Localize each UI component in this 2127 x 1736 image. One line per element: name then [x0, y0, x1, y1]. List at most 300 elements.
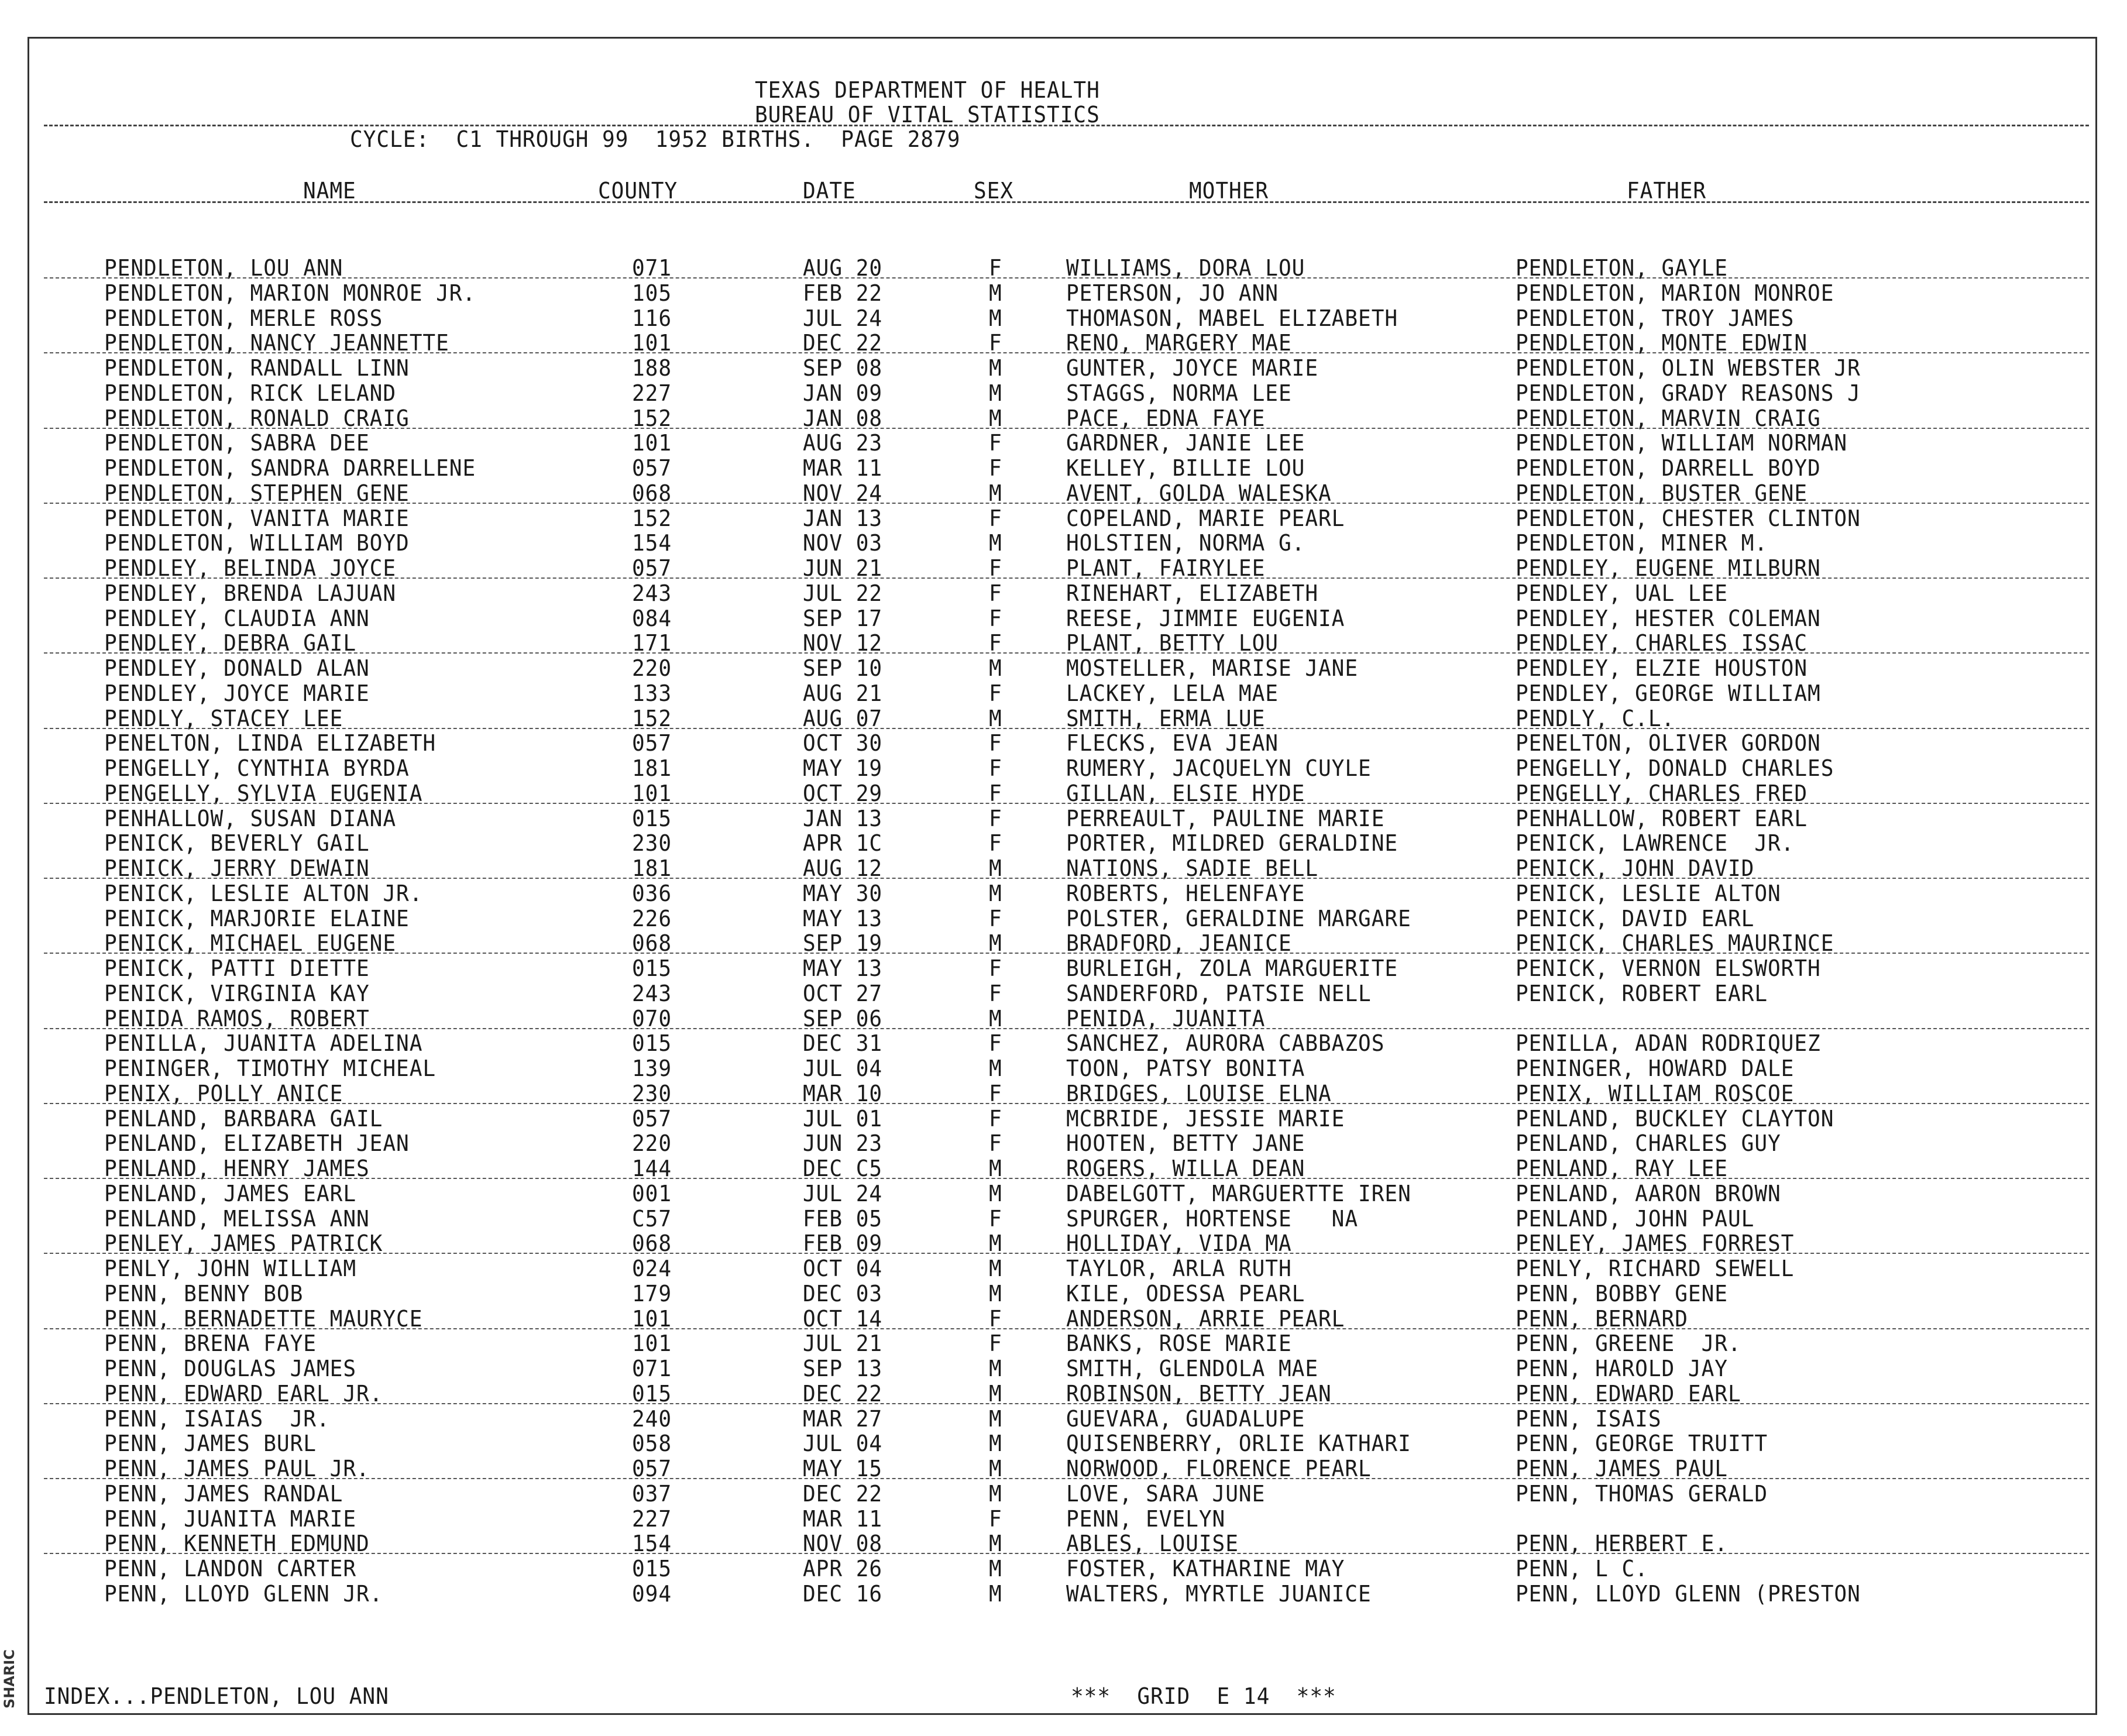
record-name: PENDLETON, STEPHEN GENE: [104, 480, 410, 506]
record-mother: SPURGER, HORTENSE NA: [1066, 1206, 1359, 1232]
record-name: PENICK, VIRGINIA KAY: [104, 981, 370, 1006]
record-county: C57: [632, 1206, 672, 1232]
record-mother: GUNTER, JOYCE MARIE: [1066, 355, 1319, 381]
record-mother: PORTER, MILDRED GERALDINE: [1066, 830, 1398, 856]
record-date: MAY 30: [803, 881, 883, 906]
record-name: PENN, BRENA FAYE: [104, 1331, 317, 1356]
record-date: NOV 24: [803, 480, 883, 506]
record-name: PENLAND, JAMES EARL: [104, 1181, 357, 1206]
record-father: PENLAND, CHARLES GUY: [1516, 1130, 1781, 1156]
record-father: PENGELLY, DONALD CHARLES: [1516, 755, 1834, 781]
record-mother: SMITH, ERMA LUE: [1066, 706, 1266, 731]
record-mother: AVENT, GOLDA WALESKA: [1066, 480, 1332, 506]
record-father: PENICK, CHARLES MAURINCE: [1516, 930, 1834, 956]
record-date: JUL 01: [803, 1106, 883, 1132]
record-father: PENDLETON, MARION MONROE: [1516, 280, 1834, 306]
record-date: DEC 22: [803, 1381, 883, 1407]
record-name: PENDLEY, CLAUDIA ANN: [104, 606, 370, 631]
record-sex: F: [989, 630, 1002, 656]
record-sex: F: [989, 906, 1002, 931]
record-father: PENDLETON, WILLIAM NORMAN: [1516, 430, 1848, 456]
record-name: PENILLA, JUANITA ADELINA: [104, 1030, 423, 1056]
record-mother: REESE, JIMMIE EUGENIA: [1066, 606, 1345, 631]
record-father: PENLAND, JOHN PAUL: [1516, 1206, 1755, 1232]
record-mother: NATIONS, SADIE BELL: [1066, 855, 1319, 881]
record-county: 133: [632, 680, 672, 706]
record-name: PENELTON, LINDA ELIZABETH: [104, 730, 437, 756]
record-date: SEP 13: [803, 1356, 883, 1381]
record-date: MAR 11: [803, 1506, 883, 1532]
record-mother: PERREAULT, PAULINE MARIE: [1066, 806, 1385, 831]
record-name: PENDLEY, DONALD ALAN: [104, 655, 370, 681]
record-name: PENGELLY, CYNTHIA BYRDA: [104, 755, 410, 781]
record-date: NOV 12: [803, 630, 883, 656]
column-header-mother: MOTHER: [1189, 178, 1269, 204]
record-mother: NORWOOD, FLORENCE PEARL: [1066, 1456, 1372, 1481]
record-county: 152: [632, 405, 672, 431]
record-sex: M: [989, 480, 1002, 506]
record-county: 057: [632, 455, 672, 481]
record-name: PENICK, MICHAEL EUGENE: [104, 930, 397, 956]
record-date: SEP 06: [803, 1006, 883, 1032]
record-mother: GARDNER, JANIE LEE: [1066, 430, 1305, 456]
record-sex: M: [989, 1181, 1002, 1206]
record-date: MAY 13: [803, 955, 883, 981]
record-date: APR 1C: [803, 830, 883, 856]
record-sex: F: [989, 1306, 1002, 1332]
record-father: PENLEY, JAMES FORREST: [1516, 1230, 1795, 1256]
column-header-father: FATHER: [1627, 178, 1707, 204]
record-sex: F: [989, 1106, 1002, 1132]
record-sex: M: [989, 1456, 1002, 1481]
record-county: 181: [632, 755, 672, 781]
record-date: AUG 07: [803, 706, 883, 731]
record-mother: PLANT, BETTY LOU: [1066, 630, 1279, 656]
record-county: 015: [632, 955, 672, 981]
record-date: JAN 13: [803, 506, 883, 531]
record-mother: ANDERSON, ARRIE PEARL: [1066, 1306, 1345, 1332]
record-county: 101: [632, 781, 672, 806]
record-name: PENDLETON, SANDRA DARRELLENE: [104, 455, 476, 481]
record-date: JAN 09: [803, 380, 883, 406]
record-father: PENLAND, RAY LEE: [1516, 1156, 1728, 1181]
row-separator: [44, 1478, 2089, 1479]
record-county: 227: [632, 1506, 672, 1532]
record-date: JUL 24: [803, 1181, 883, 1206]
record-father: PENN, GREENE JR.: [1516, 1331, 1741, 1356]
record-county: 015: [632, 1030, 672, 1056]
record-father: PENN, GEORGE TRUITT: [1516, 1431, 1768, 1456]
record-father: PENDLEY, HESTER COLEMAN: [1516, 606, 1821, 631]
record-date: DEC 22: [803, 1481, 883, 1507]
record-sex: F: [989, 730, 1002, 756]
record-county: 070: [632, 1006, 672, 1032]
record-mother: LOVE, SARA JUNE: [1066, 1481, 1266, 1507]
record-name: PENN, LANDON CARTER: [104, 1556, 357, 1582]
record-county: 068: [632, 930, 672, 956]
record-county: 015: [632, 1556, 672, 1582]
record-county: 181: [632, 855, 672, 881]
record-father: PENDLETON, MARVIN CRAIG: [1516, 405, 1821, 431]
record-sex: F: [989, 1081, 1002, 1106]
record-sex: M: [989, 855, 1002, 881]
record-name: PENDLETON, RONALD CRAIG: [104, 405, 410, 431]
record-date: JUN 21: [803, 555, 883, 581]
record-name: PENICK, PATTI DIETTE: [104, 955, 370, 981]
record-father: PENLY, RICHARD SEWELL: [1516, 1256, 1795, 1281]
record-mother: BRADFORD, JEANICE: [1066, 930, 1292, 956]
record-father: PENDLETON, GRADY REASONS J: [1516, 380, 1861, 406]
row-separator: [44, 728, 2089, 729]
record-county: 220: [632, 655, 672, 681]
record-sex: M: [989, 1406, 1002, 1432]
record-name: PENLAND, MELISSA ANN: [104, 1206, 370, 1232]
record-name: PENN, JUANITA MARIE: [104, 1506, 357, 1532]
record-name: PENN, LLOYD GLENN JR.: [104, 1581, 383, 1607]
record-mother: FLECKS, EVA JEAN: [1066, 730, 1279, 756]
record-mother: ROBERTS, HELENFAYE: [1066, 881, 1305, 906]
record-name: PENN, ISAIAS JR.: [104, 1406, 330, 1432]
record-name: PENN, KENNETH EDMUND: [104, 1531, 370, 1556]
record-county: 057: [632, 730, 672, 756]
record-mother: STAGGS, NORMA LEE: [1066, 380, 1292, 406]
record-date: NOV 08: [803, 1531, 883, 1556]
record-mother: KELLEY, BILLIE LOU: [1066, 455, 1305, 481]
record-date: MAY 15: [803, 1456, 883, 1481]
record-father: PENDLY, C.L.: [1516, 706, 1675, 731]
record-date: AUG 23: [803, 430, 883, 456]
record-mother: WALTERS, MYRTLE JUANICE: [1066, 1581, 1372, 1607]
record-sex: M: [989, 405, 1002, 431]
record-sex: M: [989, 881, 1002, 906]
record-father: PENICK, DAVID EARL: [1516, 906, 1755, 931]
record-name: PENDLETON, RICK LELAND: [104, 380, 397, 406]
record-sex: M: [989, 1556, 1002, 1582]
record-father: PENDLETON, GAYLE: [1516, 255, 1728, 281]
record-sex: M: [989, 706, 1002, 731]
record-mother: BANKS, ROSE MARIE: [1066, 1331, 1292, 1356]
record-sex: M: [989, 530, 1002, 556]
header-rule-bottom: [44, 201, 2089, 203]
record-county: 243: [632, 981, 672, 1006]
record-county: 058: [632, 1431, 672, 1456]
record-name: PENIX, POLLY ANICE: [104, 1081, 343, 1106]
record-date: OCT 04: [803, 1256, 883, 1281]
record-mother: SMITH, GLENDOLA MAE: [1066, 1356, 1319, 1381]
record-name: PENHALLOW, SUSAN DIANA: [104, 806, 397, 831]
record-sex: M: [989, 1356, 1002, 1381]
record-name: PENN, BERNADETTE MAURYCE: [104, 1306, 423, 1332]
record-sex: M: [989, 1056, 1002, 1081]
record-county: 101: [632, 1306, 672, 1332]
record-father: PENDLEY, CHARLES ISSAC: [1516, 630, 1808, 656]
record-sex: F: [989, 781, 1002, 806]
record-county: 015: [632, 1381, 672, 1407]
record-date: FEB 22: [803, 280, 883, 306]
record-father: PENN, HERBERT E.: [1516, 1531, 1728, 1556]
record-name: PENICK, BEVERLY GAIL: [104, 830, 370, 856]
record-mother: ROGERS, WILLA DEAN: [1066, 1156, 1305, 1181]
record-mother: KILE, ODESSA PEARL: [1066, 1281, 1305, 1307]
record-date: MAR 11: [803, 455, 883, 481]
record-county: 068: [632, 1230, 672, 1256]
record-mother: BRIDGES, LOUISE ELNA: [1066, 1081, 1332, 1106]
record-mother: POLSTER, GERALDINE MARGARE: [1066, 906, 1411, 931]
footer-grid: *** GRID E 14 ***: [1071, 1683, 1336, 1709]
row-separator: [44, 1103, 2089, 1104]
record-county: 015: [632, 806, 672, 831]
record-sex: M: [989, 930, 1002, 956]
record-sex: F: [989, 955, 1002, 981]
record-date: JUN 23: [803, 1130, 883, 1156]
record-name: PENN, BENNY BOB: [104, 1281, 304, 1307]
record-county: 240: [632, 1406, 672, 1432]
record-name: PENICK, LESLIE ALTON JR.: [104, 881, 423, 906]
record-father: PENDLETON, BUSTER GENE: [1516, 480, 1808, 506]
row-separator: [44, 428, 2089, 429]
record-county: 068: [632, 480, 672, 506]
record-mother: PETERSON, JO ANN: [1066, 280, 1279, 306]
record-father: PENN, LLOYD GLENN (PRESTON: [1516, 1581, 1861, 1607]
record-sex: F: [989, 1206, 1002, 1232]
record-county: 057: [632, 1456, 672, 1481]
record-father: PENDLETON, OLIN WEBSTER JR: [1516, 355, 1861, 381]
record-mother: GUEVARA, GUADALUPE: [1066, 1406, 1305, 1432]
record-sex: M: [989, 380, 1002, 406]
record-sex: F: [989, 430, 1002, 456]
record-county: 101: [632, 430, 672, 456]
record-date: MAY 13: [803, 906, 883, 931]
record-county: 071: [632, 1356, 672, 1381]
record-sex: M: [989, 280, 1002, 306]
record-name: PENDLEY, DEBRA GAIL: [104, 630, 357, 656]
bureau-title: BUREAU OF VITAL STATISTICS: [755, 102, 1100, 128]
record-sex: F: [989, 606, 1002, 631]
record-father: PENN, ISAIS: [1516, 1406, 1662, 1432]
record-father: PENICK, VERNON ELSWORTH: [1516, 955, 1821, 981]
record-mother: MCBRIDE, JESSIE MARIE: [1066, 1106, 1345, 1132]
record-mother: FOSTER, KATHARINE MAY: [1066, 1556, 1345, 1582]
record-mother: TAYLOR, ARLA RUTH: [1066, 1256, 1292, 1281]
record-date: SEP 10: [803, 655, 883, 681]
record-father: PENICK, ROBERT EARL: [1516, 981, 1768, 1006]
record-county: 227: [632, 380, 672, 406]
record-sex: F: [989, 1130, 1002, 1156]
record-father: PENHALLOW, ROBERT EARL: [1516, 806, 1808, 831]
record-name: PENDLETON, RANDALL LINN: [104, 355, 410, 381]
column-header-county: COUNTY: [598, 178, 678, 204]
record-sex: F: [989, 330, 1002, 356]
record-sex: F: [989, 255, 1002, 281]
record-father: PENN, L C.: [1516, 1556, 1648, 1582]
record-mother: HOOTEN, BETTY JANE: [1066, 1130, 1305, 1156]
record-date: DEC 03: [803, 1281, 883, 1307]
record-date: SEP 19: [803, 930, 883, 956]
record-sex: F: [989, 1506, 1002, 1532]
footer-index: INDEX...PENDLETON, LOU ANN: [44, 1683, 389, 1709]
record-date: MAY 19: [803, 755, 883, 781]
record-date: JAN 08: [803, 405, 883, 431]
record-father: PENDLETON, MINER M.: [1516, 530, 1768, 556]
record-name: PENDLETON, MARION MONROE JR.: [104, 280, 476, 306]
record-father: PENN, EDWARD EARL: [1516, 1381, 1741, 1407]
record-date: SEP 17: [803, 606, 883, 631]
record-father: PENDLETON, CHESTER CLINTON: [1516, 506, 1861, 531]
record-mother: PENN, EVELYN: [1066, 1506, 1226, 1532]
record-county: 243: [632, 580, 672, 606]
record-date: JUL 24: [803, 305, 883, 331]
record-father: PENN, HAROLD JAY: [1516, 1356, 1728, 1381]
record-county: 188: [632, 355, 672, 381]
record-mother: GILLAN, ELSIE HYDE: [1066, 781, 1305, 806]
record-father: PENN, BERNARD: [1516, 1306, 1688, 1332]
row-separator: [44, 803, 2089, 804]
record-county: 001: [632, 1181, 672, 1206]
record-date: DEC 16: [803, 1581, 883, 1607]
record-sex: M: [989, 305, 1002, 331]
row-separator: [44, 577, 2089, 579]
row-separator: [44, 503, 2089, 504]
record-sex: F: [989, 580, 1002, 606]
record-father: PENLAND, AARON BROWN: [1516, 1181, 1781, 1206]
record-date: FEB 09: [803, 1230, 883, 1256]
record-mother: QUISENBERRY, ORLIE KATHARI: [1066, 1431, 1411, 1456]
record-date: DEC C5: [803, 1156, 883, 1181]
record-county: 152: [632, 706, 672, 731]
record-mother: MOSTELLER, MARISE JANE: [1066, 655, 1359, 681]
record-name: PENDLETON, LOU ANN: [104, 255, 343, 281]
row-separator: [44, 652, 2089, 654]
row-separator: [44, 1253, 2089, 1254]
row-separator: [44, 277, 2089, 279]
row-separator: [44, 352, 2089, 353]
record-sex: F: [989, 1030, 1002, 1056]
record-name: PENDLEY, BELINDA JOYCE: [104, 555, 397, 581]
record-father: PENDLETON, MONTE EDWIN: [1516, 330, 1808, 356]
record-date: APR 26: [803, 1556, 883, 1582]
record-county: 024: [632, 1256, 672, 1281]
record-name: PENLEY, JAMES PATRICK: [104, 1230, 383, 1256]
record-father: PENGELLY, CHARLES FRED: [1516, 781, 1808, 806]
record-county: 094: [632, 1581, 672, 1607]
record-sex: F: [989, 755, 1002, 781]
record-name: PENDLETON, VANITA MARIE: [104, 506, 410, 531]
record-father: PENN, JAMES PAUL: [1516, 1456, 1728, 1481]
record-date: AUG 20: [803, 255, 883, 281]
record-sex: F: [989, 1331, 1002, 1356]
record-county: 105: [632, 280, 672, 306]
record-date: DEC 22: [803, 330, 883, 356]
record-mother: PLANT, FAIRYLEE: [1066, 555, 1266, 581]
record-county: 179: [632, 1281, 672, 1307]
agency-title: TEXAS DEPARTMENT OF HEALTH: [755, 77, 1100, 103]
record-father: PENICK, LESLIE ALTON: [1516, 881, 1781, 906]
row-separator: [44, 1178, 2089, 1179]
record-name: PENDLETON, MERLE ROSS: [104, 305, 383, 331]
record-sex: F: [989, 680, 1002, 706]
record-county: 152: [632, 506, 672, 531]
column-header-sex: SEX: [974, 178, 1014, 204]
record-date: SEP 08: [803, 355, 883, 381]
record-date: OCT 29: [803, 781, 883, 806]
record-sex: M: [989, 1581, 1002, 1607]
record-name: PENN, JAMES RANDAL: [104, 1481, 343, 1507]
record-mother: PENIDA, JUANITA: [1066, 1006, 1266, 1032]
record-sex: F: [989, 981, 1002, 1006]
record-date: JUL 22: [803, 580, 883, 606]
record-sex: M: [989, 1531, 1002, 1556]
record-county: 230: [632, 1081, 672, 1106]
record-county: 171: [632, 630, 672, 656]
record-sex: M: [989, 1006, 1002, 1032]
record-name: PENGELLY, SYLVIA EUGENIA: [104, 781, 423, 806]
record-sex: M: [989, 1281, 1002, 1307]
record-name: PENDLETON, NANCY JEANNETTE: [104, 330, 449, 356]
record-father: PENLAND, BUCKLEY CLAYTON: [1516, 1106, 1834, 1132]
record-name: PENDLY, STACEY LEE: [104, 706, 343, 731]
record-county: 144: [632, 1156, 672, 1181]
record-mother: SANCHEZ, AURORA CABBAZOS: [1066, 1030, 1385, 1056]
cycle-line: CYCLE: C1 THROUGH 99 1952 BIRTHS. PAGE 2879: [350, 126, 961, 152]
record-county: 084: [632, 606, 672, 631]
record-sex: M: [989, 1230, 1002, 1256]
record-county: 139: [632, 1056, 672, 1081]
record-father: PENDLEY, EUGENE MILBURN: [1516, 555, 1821, 581]
record-mother: RINEHART, ELIZABETH: [1066, 580, 1319, 606]
record-mother: SANDERFORD, PATSIE NELL: [1066, 981, 1372, 1006]
record-father: PENN, BOBBY GENE: [1516, 1281, 1728, 1307]
record-name: PENDLEY, BRENDA LAJUAN: [104, 580, 397, 606]
record-father: PENELTON, OLIVER GORDON: [1516, 730, 1821, 756]
side-label: SHARIC: [1, 1649, 18, 1709]
record-sex: M: [989, 655, 1002, 681]
record-name: PENDLEY, JOYCE MARIE: [104, 680, 370, 706]
record-county: 226: [632, 906, 672, 931]
record-county: 220: [632, 1130, 672, 1156]
record-date: JUL 04: [803, 1431, 883, 1456]
record-father: PENDLETON, TROY JAMES: [1516, 305, 1795, 331]
record-father: PENICK, JOHN DAVID: [1516, 855, 1755, 881]
record-date: MAR 27: [803, 1406, 883, 1432]
record-mother: PACE, EDNA FAYE: [1066, 405, 1266, 431]
record-county: 101: [632, 1331, 672, 1356]
record-county: 116: [632, 305, 672, 331]
record-name: PENICK, JERRY DEWAIN: [104, 855, 370, 881]
row-separator: [44, 1028, 2089, 1029]
record-county: 057: [632, 555, 672, 581]
record-date: MAR 10: [803, 1081, 883, 1106]
record-sex: F: [989, 555, 1002, 581]
record-county: 057: [632, 1106, 672, 1132]
record-father: PENIX, WILLIAM ROSCOE: [1516, 1081, 1795, 1106]
record-date: OCT 30: [803, 730, 883, 756]
record-mother: COPELAND, MARIE PEARL: [1066, 506, 1345, 531]
record-sex: M: [989, 355, 1002, 381]
record-county: 037: [632, 1481, 672, 1507]
record-father: PENICK, LAWRENCE JR.: [1516, 830, 1795, 856]
record-date: JUL 04: [803, 1056, 883, 1081]
record-father: PENDLEY, ELZIE HOUSTON: [1516, 655, 1808, 681]
record-date: JAN 13: [803, 806, 883, 831]
record-name: PENLY, JOHN WILLIAM: [104, 1256, 357, 1281]
record-father: PENDLEY, UAL LEE: [1516, 580, 1728, 606]
record-name: PENN, EDWARD EARL JR.: [104, 1381, 383, 1407]
record-name: PENINGER, TIMOTHY MICHEAL: [104, 1056, 437, 1081]
record-date: OCT 27: [803, 981, 883, 1006]
record-sex: F: [989, 506, 1002, 531]
record-mother: BURLEIGH, ZOLA MARGUERITE: [1066, 955, 1398, 981]
record-name: PENLAND, ELIZABETH JEAN: [104, 1130, 410, 1156]
